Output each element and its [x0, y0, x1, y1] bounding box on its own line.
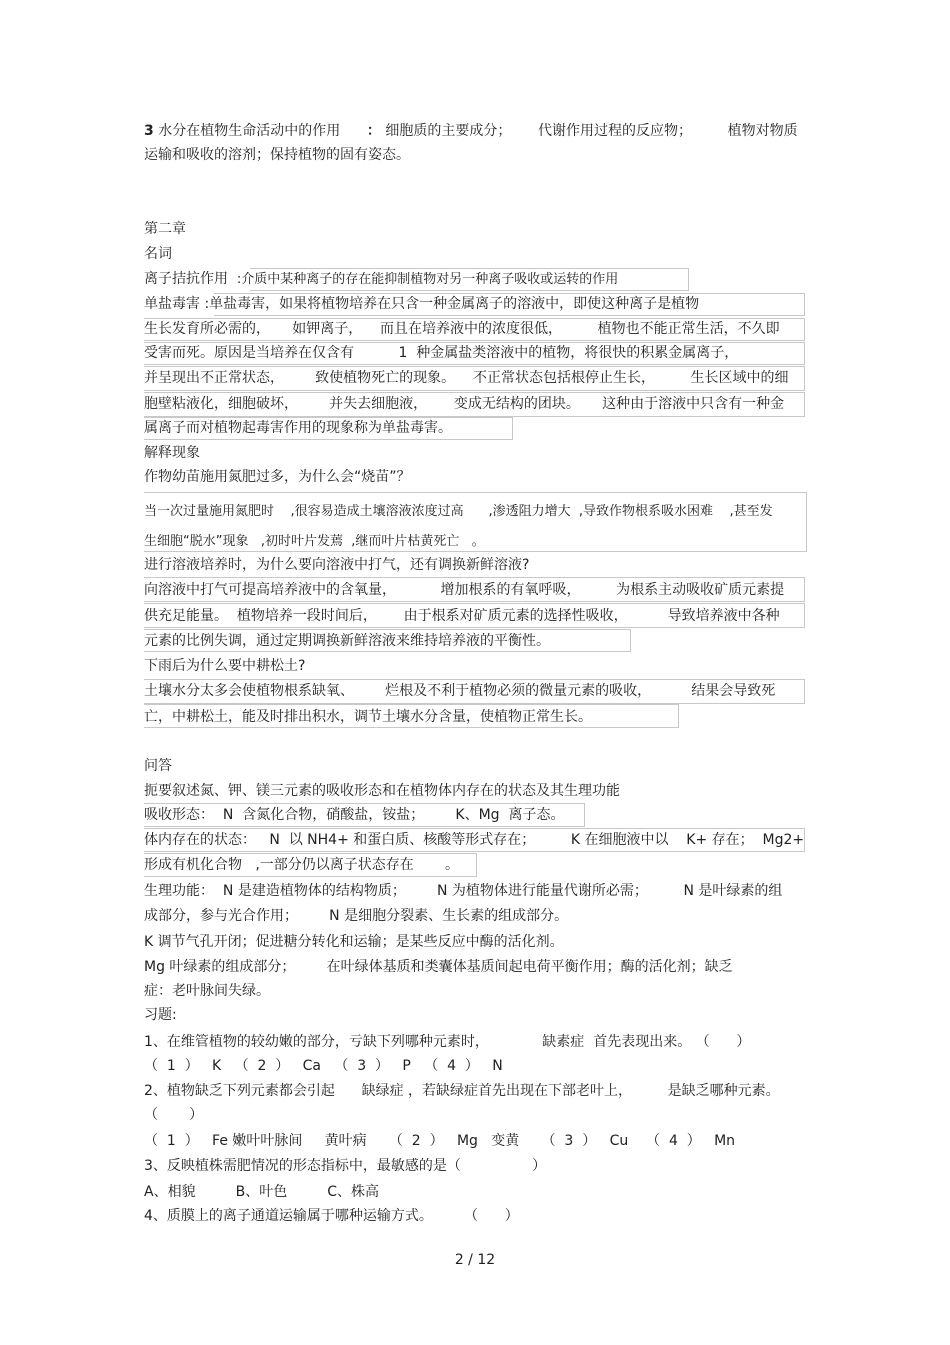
function-line: 成部分，参与光合作用； N 是细胞分裂素、生长素的组成部分。	[144, 908, 569, 924]
answer-2-line: 供充足能量。 植物培养一段时间后， 由于根系对矿质元素的选择性吸收， 导致培养液中各种	[144, 608, 780, 624]
answer-1-line: 当一次过量施用氮肥时 ,很容易造成土壤溶液浓度过高 ,渗透阻力增大 ,导致作物根系吸水困难 ,甚至发	[144, 504, 773, 519]
section-number: 3	[144, 123, 154, 139]
section-colon: ：	[366, 123, 381, 139]
single-salt-text: 并呈现出不正常状态， 致使植物死亡的现象。 不正常状态包括根停止生长， 生长区域中的细	[144, 370, 789, 386]
ion-antagonism-line	[144, 270, 618, 289]
section3-line1	[144, 122, 798, 140]
exercise-line: A、相貌 B、叶色 C、株高	[144, 1184, 380, 1200]
qa-heading: 问答	[144, 758, 172, 774]
single-salt-text: 胞壁粘液化，细胞破坏， 并失去细胞液， 变成无结构的团块。 这种由于溶液中只含有一种金	[144, 396, 785, 412]
section3-line2: 运输和吸收的溶剂；保持植物的固有姿态。	[144, 147, 410, 163]
section-text: 细胞质的主要成分； 代谢作用过程的反应物； 植物对物质	[385, 123, 798, 139]
exercises-heading: 习题:	[144, 1007, 177, 1023]
question-3: 下雨后为什么要中耕松土?	[144, 658, 306, 674]
chapter-title: 第二章	[144, 221, 186, 237]
page-number: 2 / 12	[454, 1252, 496, 1268]
exercise-line: （ ）	[144, 1107, 204, 1123]
question-2: 进行溶液培养时，为什么要向溶液中打气，还有调换新鲜溶液?	[144, 557, 530, 573]
exercise-line: （ 1 ） K （ 2 ） Ca （ 3 ） P （ 4 ） N	[144, 1058, 503, 1074]
section-title: 水分在植物生命活动中的作用	[153, 123, 341, 139]
question-1: 作物幼苗施用氮肥过多，为什么会“烧苗”？	[144, 469, 411, 485]
exercise-line: 4、质膜上的离子通道运输属于哪种运输方式。 （ ）	[144, 1208, 519, 1224]
single-salt-term: 单盐毒害	[144, 296, 200, 312]
ion-antagonism-term: 离子拮抗作用	[144, 271, 228, 287]
answer-2-line: 元素的比例失调，通过定期调换新鲜溶液来维持培养液的平衡性。	[144, 633, 550, 649]
single-salt-text: 生长发育所必需的， 如钾离子， 而且在培养液中的浓度很低， 植物也不能正常生活，不久即	[144, 321, 780, 337]
function-line: K 调节气孔开闭；促进糖分转化和运输；是某些反应中酶的活化剂。	[144, 934, 564, 950]
single-salt-text: 受害而死。原因是当培养在仅含有 1 种金属盐类溶液中的植物，将很快的积累金属离子，	[144, 345, 739, 361]
explain-heading: 解释现象	[144, 445, 200, 461]
single-salt-text: 属离子而对植物起毒害作用的现象称为单盐毒害。	[144, 420, 452, 436]
answer-1-line: 生细胞“脱水”现象 ,初时叶片发蔫 ,继而叶片枯黄死亡 。	[144, 534, 485, 549]
exercise-line: 2、植物缺乏下列元素都会引起 缺绿症 ，若缺绿症首先出现在下部老叶上， 是缺乏哪种元素。	[144, 1083, 780, 1099]
function-line: Mg 叶绿素的组成部分； 在叶绿体基质和类囊体基质间起电荷平衡作用；酶的活化剂；缺乏	[144, 959, 733, 975]
single-salt-definition: :单盐毒害，如果将植物培养在只含一种金属离子的溶液中，即使这种离子是植物	[204, 296, 700, 312]
function-line: 生理功能： N 是建造植物体的结构物质； N 为植物体进行能量代谢所必需； N 是叶绿素的组	[144, 883, 783, 899]
function-line: 症：老叶脉间失绿。	[144, 983, 270, 999]
answer-2-line: 向溶液中打气可提高培养液中的含氧量， 增加根系的有氧呼吸， 为根系主动吸收矿质元素提	[144, 582, 785, 598]
absorb-form: 吸收形态： N 含氮化合物，硝酸盐，铵盐； K、Mg 离子态。	[144, 807, 565, 823]
qa-question: 扼要叙述氮、钾、镁三元素的吸收形态和在植物体内存在的状态及其生理功能	[144, 783, 620, 799]
terms-heading: 名词	[144, 246, 172, 262]
answer-3-line: 土壤水分太多会使植物根系缺氧、 烂根及不利于植物必须的微量元素的吸收， 结果会导致死	[144, 683, 776, 699]
exercise-line: 1、在维管植物的较幼嫩的部分，亏缺下列哪种元素时， 缺素症 首先表现出来。 （ ）	[144, 1034, 751, 1050]
single-salt-line	[144, 295, 699, 313]
ion-antagonism-definition: :介质中某种离子的存在能抑制植物对另一种离子吸收或运转的作用	[236, 272, 619, 287]
exercise-line: 3、反映植株需肥情况的形态指标中，最敏感的是（ ）	[144, 1158, 547, 1174]
exercise-line: （ 1 ） Fe 嫩叶叶脉间 黄叶病 （ 2 ） Mg 变黄 （ 3 ） Cu （ 4 ） Mn	[144, 1133, 736, 1149]
answer-3-line: 亡，中耕松土，能及时排出积水，调节土壤水分含量，使植物正常生长。	[144, 709, 592, 725]
state-line: 形成有机化合物 ,一部分仍以离子状态存在 。	[144, 857, 459, 873]
state-line: 体内存在的状态： N 以 NH4+ 和蛋白质、核酸等形式存在； K 在细胞液中以 K+ 存在； Mg2+	[144, 832, 805, 848]
